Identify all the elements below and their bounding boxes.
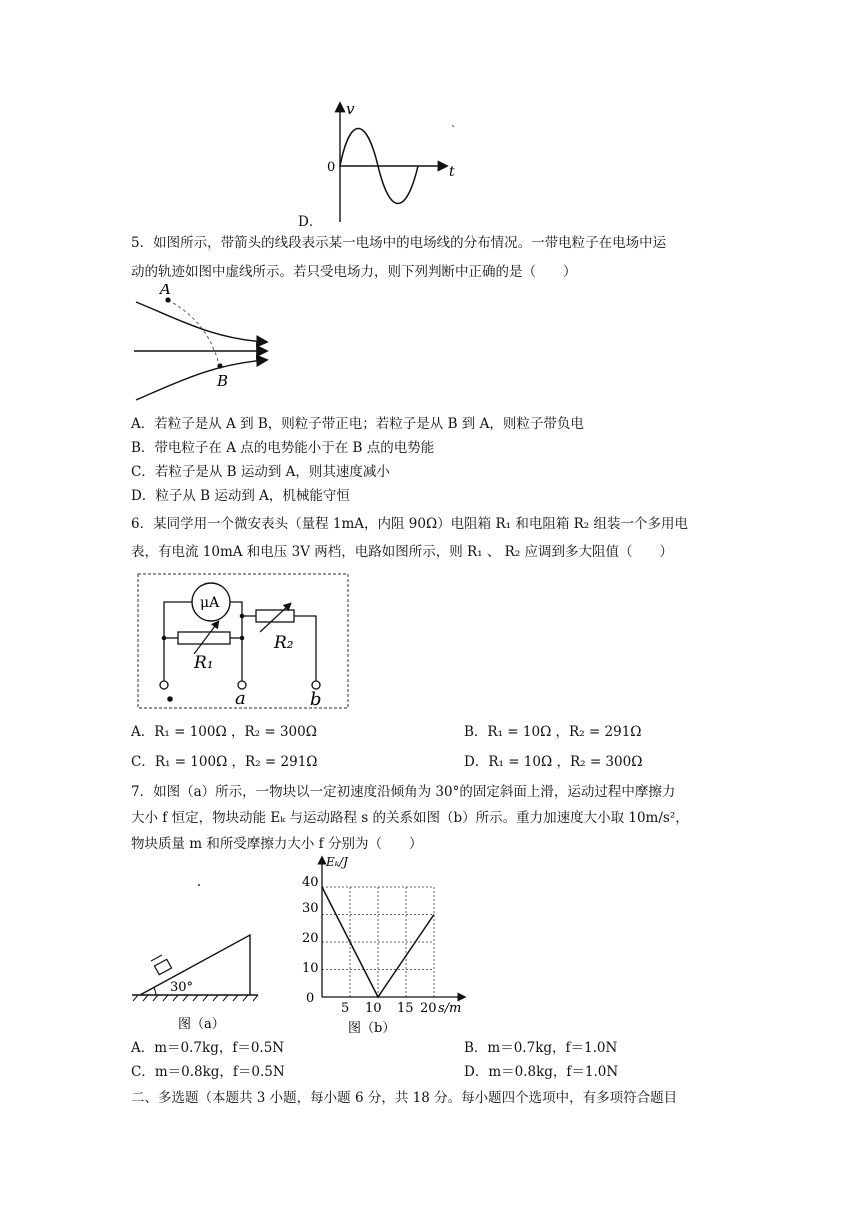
- terminal-b: [312, 681, 320, 689]
- s-axis-label: s/m: [438, 1001, 462, 1016]
- point-b-label: B: [217, 372, 229, 390]
- r2-label: R₂: [274, 633, 294, 653]
- point-b: [217, 363, 222, 368]
- x-tick-20: 20: [420, 1001, 437, 1016]
- resistor-r2: [256, 610, 294, 622]
- q5-stem-line1: 5．如图所示，带箭头的线段表示某一电场中的电场线的分布情况。一带电粒子在电场中运: [131, 235, 667, 251]
- q5-option-a: A．若粒子是从 A 到 B，则粒子带正电；若粒子是从 B 到 A，则粒子带负电: [131, 416, 584, 432]
- q6-option-d: D．R₁ = 10Ω ，R₂ = 300Ω: [464, 754, 643, 770]
- section2-heading: 二、多选题（本题共 3 小题，每小题 6 分，共 18 分。每小题四个选项中，有多项符合题目: [131, 1090, 678, 1106]
- q5-option-b: B．带电粒子在 A 点的电势能小于在 B 点的电势能: [131, 440, 435, 456]
- q5-option-d: D．粒子从 B 运动到 A，机械能守恒: [131, 488, 350, 504]
- y-tick-40: 40: [302, 875, 319, 890]
- y-tick-30: 30: [302, 901, 319, 916]
- x-tick-15: 15: [397, 1001, 414, 1016]
- q4-option-d-label: D．: [298, 214, 323, 230]
- q6-stem-line2: 表，有电流 10mA 和电压 3V 两档，电路如图所示，则 R₁ 、 R₂ 应调到多大阻值（ ）: [131, 544, 674, 560]
- microammeter-label: μA: [200, 595, 220, 611]
- t-axis-label: t: [449, 164, 455, 180]
- terminal-common: [160, 681, 168, 689]
- q6-option-b: B．R₁ = 10Ω ，R₂ = 291Ω: [464, 724, 642, 740]
- q7-incline-figure: [130, 925, 270, 1035]
- q5-stem-line2: 动的轨迹如图中虚线所示。若只受电场力，则下列判断中正确的是（ ）: [131, 264, 577, 280]
- field-line-bottom: [136, 360, 266, 400]
- y-tick-10: 10: [302, 961, 319, 976]
- q7-option-d: D．m＝0.8kg，f＝1.0N: [464, 1064, 619, 1080]
- q7-ek-s-chart: [288, 852, 468, 1034]
- q7-stem-line1: 7．如图（a）所示，一物块以一定初速度沿倾角为 30°的固定斜面上滑，运动过程中摩擦力: [131, 784, 676, 800]
- common-dot: [167, 696, 173, 702]
- q6-circuit-figure: [136, 572, 350, 712]
- terminal-b-label: b: [310, 689, 322, 710]
- q5-option-c: C．若粒子是从 B 运动到 A，则其速度减小: [131, 464, 390, 480]
- x-tick-5: 5: [341, 1001, 350, 1016]
- v-axis-label: v: [346, 100, 355, 118]
- ek-axis-label: Eₖ/J: [326, 855, 348, 869]
- point-a: [165, 297, 170, 302]
- block: [154, 959, 171, 974]
- q7-option-c: C．m＝0.8kg，f＝0.5N: [131, 1064, 285, 1080]
- terminal-a-label: a: [235, 688, 246, 709]
- q6-stem-line1: 6．某同学用一个微安表头（量程 1mA，内阻 90Ω）电阻箱 R₁ 和电阻箱 R₂ 组装一个多用电: [131, 516, 688, 532]
- q6-option-c: C．R₁ = 100Ω ，R₂ = 291Ω: [131, 754, 318, 770]
- q7-stem-line2: 大小 f 恒定，物块动能 Eₖ 与运动路程 s 的关系如图（b）所示。重力加速度大小取 10m/s²，: [131, 810, 689, 826]
- field-line-top: [136, 302, 266, 342]
- q4-vt-graph: [318, 96, 468, 226]
- point-a-label: A: [160, 284, 171, 298]
- particle-trajectory: [168, 300, 220, 368]
- q6-option-a: A．R₁ = 100Ω ，R₂ = 300Ω: [131, 724, 317, 740]
- y-tick-0: 0: [306, 991, 315, 1006]
- incline-angle: 30°: [170, 980, 194, 995]
- q7-option-b: B．m＝0.7kg，f＝1.0N: [464, 1040, 618, 1056]
- figure-a-caption: 图（a）: [178, 1017, 225, 1032]
- origin-label: 0: [327, 160, 336, 175]
- r1-label: R₁: [194, 653, 214, 673]
- x-tick-10: 10: [365, 1001, 382, 1016]
- q5-field-figure: [128, 284, 278, 404]
- q7-stem-line3: 物块质量 m 和所受摩擦力大小 f 分别为（ ）: [131, 836, 423, 852]
- q7-option-a: A．m＝0.7kg，f＝0.5N: [131, 1040, 285, 1056]
- y-tick-20: 20: [302, 931, 319, 946]
- resistor-r1: [178, 632, 230, 644]
- figure-b-caption: 图（b）: [348, 1021, 396, 1034]
